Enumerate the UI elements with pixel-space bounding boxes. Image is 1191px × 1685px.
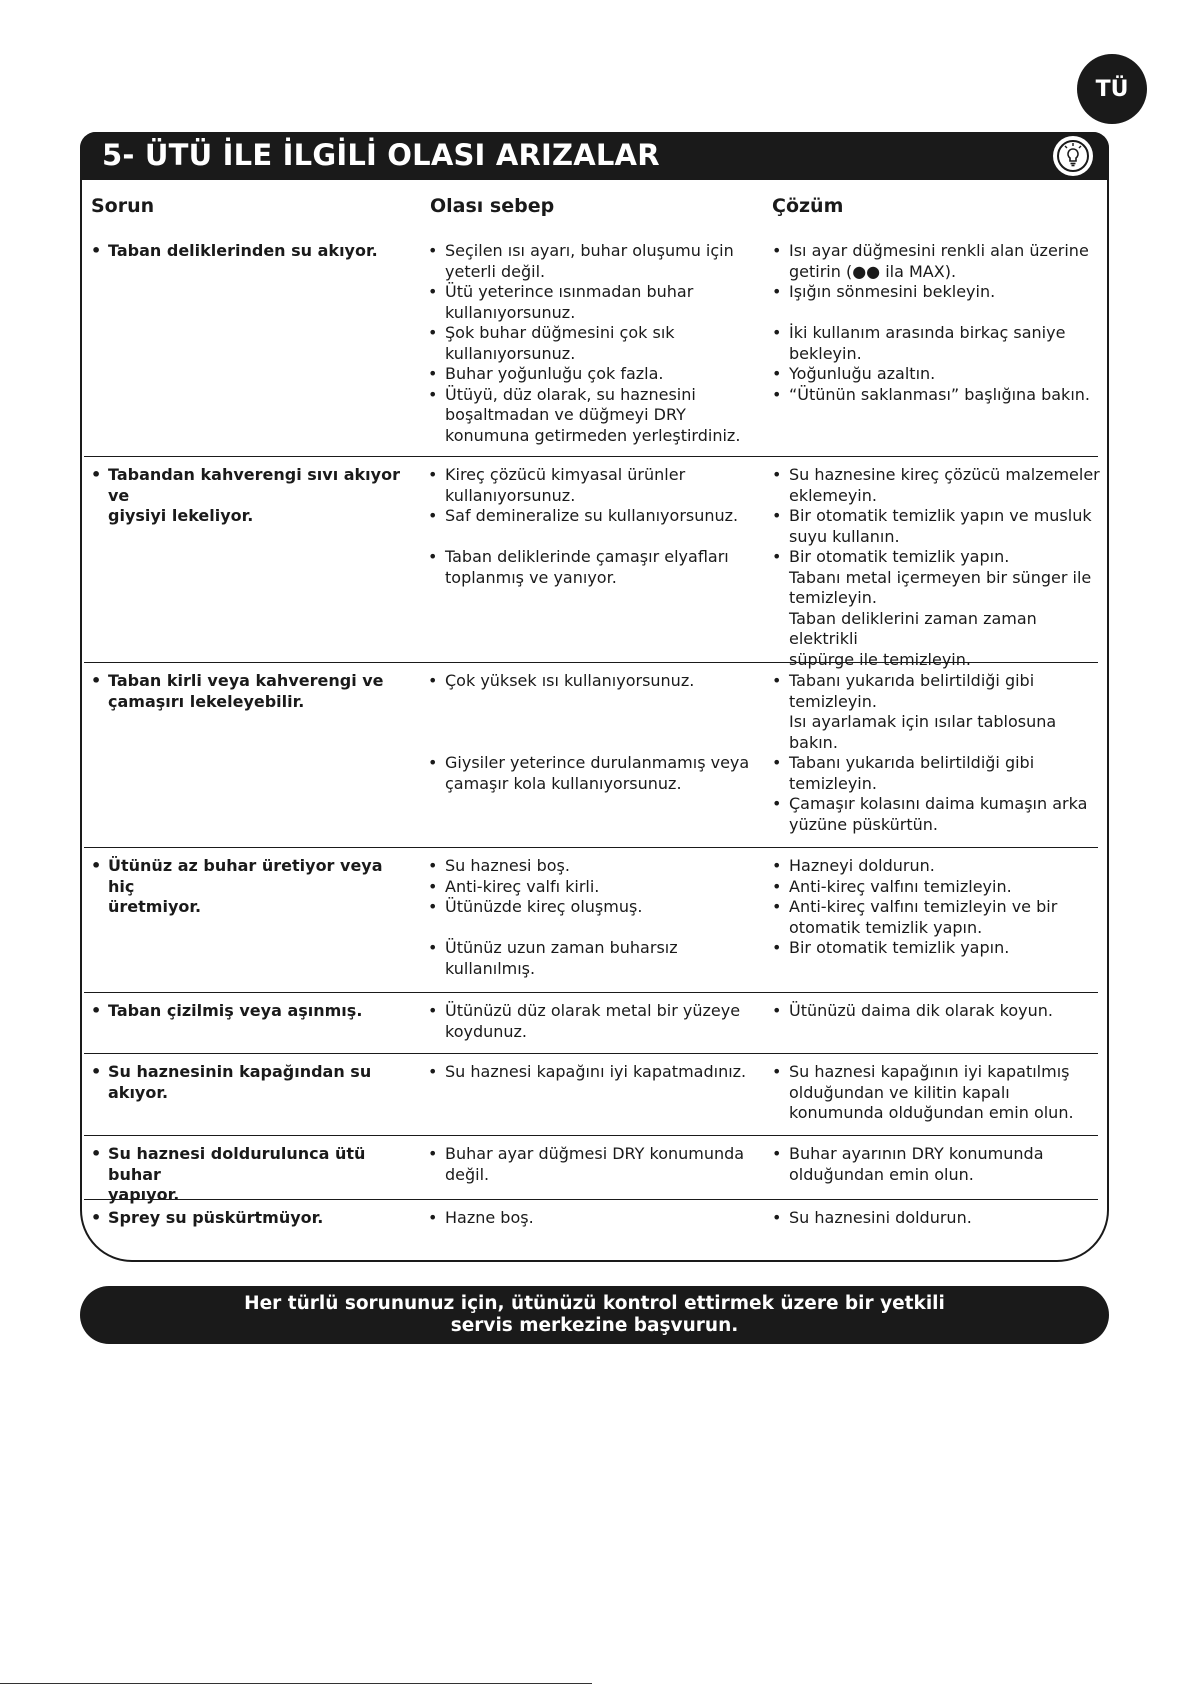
cause-item: • Çok yüksek ısı kullanıyorsunuz. <box>427 671 772 692</box>
language-code: TÜ <box>1095 76 1129 102</box>
problem-cell <box>90 1144 410 1206</box>
cause-item-cont: kullanıyorsunuz. <box>445 343 576 363</box>
table-row <box>84 233 1098 457</box>
cause-cell <box>427 671 772 794</box>
solution-item: • İki kullanım arasında birkaç saniye <box>771 323 1106 344</box>
problem-cell <box>90 671 410 712</box>
cause-item-cont: kullanılmış. <box>445 958 536 978</box>
cause-item: • Anti-kireç valfı kirli. <box>427 877 772 898</box>
cause-item: • Su haznesi kapağını iyi kapatmadınız. <box>427 1062 772 1083</box>
solution-cell <box>771 856 1106 959</box>
solution-cell <box>771 465 1106 670</box>
cause-item-cont: yeterli değil. <box>445 261 546 281</box>
solution-item-cont: Tabanı metal içermeyen bir sünger ile <box>789 567 1092 587</box>
lightbulb-icon <box>1053 136 1093 176</box>
solution-item: • Ütünüzü daima dik olarak koyun. <box>771 1001 1106 1022</box>
column-header-problem: Sorun <box>91 195 155 217</box>
cause-cell <box>427 241 772 446</box>
cause-item-cont: konumuna getirmeden yerleştirdiniz. <box>445 425 741 445</box>
solution-item: • Hazneyi doldurun. <box>771 856 1106 877</box>
solution-item-cont: olduğundan ve kilitin kapalı <box>789 1082 1010 1102</box>
cause-item: • Giysiler yeterince durulanmamış veya <box>427 753 772 774</box>
cause-item: • Saf demineralize su kullanıyorsunuz. <box>427 506 772 527</box>
solution-item-cont: konumunda olduğundan emin olun. <box>789 1103 1074 1122</box>
cause-cell <box>427 1062 772 1083</box>
table-row <box>84 663 1098 848</box>
problem-text: • Ütünüz az buhar üretiyor veya hiç <box>90 856 410 897</box>
service-notice-line1: Her türlü sorununuz için, ütünüzü kontrol ettirmek üzere bir yetkili <box>244 1293 945 1314</box>
solution-item: • Anti-kireç valfını temizleyin ve bir <box>771 897 1106 918</box>
solution-item-cont: temizleyin. <box>789 773 877 793</box>
solution-cell <box>771 1144 1106 1185</box>
cause-item-cont: toplanmış ve yanıyor. <box>445 567 617 587</box>
solution-item: • Bir otomatik temizlik yapın. <box>771 938 1106 959</box>
solution-item: • Bir otomatik temizlik yapın. <box>771 547 1106 568</box>
solution-cell <box>771 241 1106 405</box>
solution-item-cont: bakın. <box>789 732 838 752</box>
solution-item-cont: otomatik temizlik yapın. <box>789 917 983 937</box>
solution-item: • Buhar ayarının DRY konumunda <box>771 1144 1106 1165</box>
problem-text-cont: giysiyi lekeliyor. <box>108 506 254 525</box>
cause-item: • Buhar ayar düğmesi DRY konumunda <box>427 1144 772 1165</box>
service-notice-line2: servis merkezine başvurun. <box>450 1315 739 1336</box>
solution-item: • Isı ayar düğmesini renkli alan üzerine <box>771 241 1106 262</box>
cause-item: • Şok buhar düğmesini çok sık <box>427 323 772 344</box>
cause-cell <box>427 856 772 979</box>
solution-item: • Işığın sönmesini bekleyin. <box>771 282 1106 303</box>
cause-item: • Seçilen ısı ayarı, buhar oluşumu için <box>427 241 772 262</box>
cause-item: • Ütünüz uzun zaman buharsız <box>427 938 772 959</box>
cause-item: • Ütü yeterince ısınmadan buhar <box>427 282 772 303</box>
cause-item: • Su haznesi boş. <box>427 856 772 877</box>
cause-cell <box>427 1144 772 1185</box>
section-title: 5- ÜTÜ İLE İLGİLİ OLASI ARIZALAR <box>102 138 660 172</box>
table-row <box>84 993 1098 1054</box>
language-badge <box>1077 54 1147 124</box>
problem-cell <box>90 1062 410 1103</box>
solution-item-cont: yüzüne püskürtün. <box>789 814 938 834</box>
page-bottom-rule <box>0 1683 592 1684</box>
problem-text-cont: üretmiyor. <box>108 897 202 916</box>
solution-item: • Tabanı yukarıda belirtildiği gibi <box>771 753 1106 774</box>
table-row <box>84 1136 1098 1204</box>
problem-text: • Tabandan kahverengi sıvı akıyor ve <box>90 465 410 506</box>
column-header-cause: Olası sebep <box>430 195 555 217</box>
solution-item-cont: temizleyin. <box>789 691 877 711</box>
problem-text: • Taban çizilmiş veya aşınmış. <box>90 1001 410 1022</box>
problem-text: • Taban kirli veya kahverengi ve <box>90 671 410 692</box>
cause-item: • Ütünüzü düz olarak metal bir yüzeye <box>427 1001 772 1022</box>
solution-cell <box>771 671 1106 835</box>
solution-item: • Bir otomatik temizlik yapın ve musluk <box>771 506 1106 527</box>
solution-item: • Tabanı yukarıda belirtildiği gibi <box>771 671 1106 692</box>
solution-item-cont: bekleyin. <box>789 343 862 363</box>
table-row <box>84 457 1100 669</box>
section-title-bar <box>80 132 1109 180</box>
solution-cell <box>771 1001 1106 1022</box>
problem-cell <box>90 465 410 527</box>
solution-item: • Su haznesi kapağının iyi kapatılmış <box>771 1062 1106 1083</box>
solution-item-cont: süpürge ile temizleyin. <box>789 649 971 669</box>
cause-item: • Taban deliklerinde çamaşır elyafları <box>427 547 772 568</box>
troubleshooting-table <box>84 233 1098 1240</box>
problem-text: • Taban deliklerinden su akıyor. <box>90 241 410 262</box>
solution-item-cont: getirin (●● ila MAX). <box>789 261 957 281</box>
solution-cell <box>771 1062 1106 1124</box>
solution-item-cont: Taban deliklerini zaman zaman elektrikli <box>789 608 1037 648</box>
problem-text: • Sprey su püskürtmüyor. <box>90 1208 410 1229</box>
solution-item: • Su haznesine kireç çözücü malzemeler <box>771 465 1106 486</box>
cause-item: • Buhar yoğunluğu çok fazla. <box>427 364 772 385</box>
cause-cell <box>427 465 772 588</box>
service-notice-banner <box>80 1286 1109 1344</box>
solution-item: • “Ütünün saklanması” başlığına bakın. <box>771 385 1106 406</box>
problem-text: • Su haznesi doldurulunca ütü buhar <box>90 1144 410 1185</box>
cause-item-cont: çamaşır kola kullanıyorsunuz. <box>445 773 682 793</box>
solution-cell <box>771 1208 1106 1229</box>
cause-item-cont: değil. <box>445 1164 490 1184</box>
solution-item-cont: Isı ayarlamak için ısılar tablosuna <box>789 712 1057 731</box>
cause-cell <box>427 1001 772 1042</box>
cause-item-cont: boşaltmadan ve düğmeyi DRY <box>445 405 686 424</box>
solution-item-cont: olduğundan emin olun. <box>789 1164 974 1184</box>
solution-item-cont: eklemeyin. <box>789 485 877 505</box>
cause-item: • Kireç çözücü kimyasal ürünler <box>427 465 772 486</box>
solution-item: • Yoğunluğu azaltın. <box>771 364 1106 385</box>
problem-cell <box>90 1001 410 1022</box>
table-row <box>84 1200 1098 1240</box>
cause-cell <box>427 1208 772 1229</box>
problem-cell <box>90 1208 410 1229</box>
solution-item: • Çamaşır kolasını daima kumaşın arka <box>771 794 1106 815</box>
problem-cell <box>90 856 410 918</box>
problem-cell <box>90 241 410 262</box>
table-row <box>84 1054 1098 1136</box>
cause-item-cont: kullanıyorsunuz. <box>445 302 576 322</box>
cause-item: • Ütüyü, düz olarak, su haznesini <box>427 385 772 406</box>
cause-item-cont: kullanıyorsunuz. <box>445 485 576 505</box>
solution-item: • Su haznesini doldurun. <box>771 1208 1106 1229</box>
solution-item-cont: suyu kullanın. <box>789 526 900 546</box>
table-row <box>84 848 1098 993</box>
solution-item: • Anti-kireç valfını temizleyin. <box>771 877 1106 898</box>
problem-text-cont: yapıyor. <box>108 1185 180 1204</box>
column-header-solution: Çözüm <box>772 195 844 217</box>
solution-item-cont: temizleyin. <box>789 588 877 607</box>
cause-item-cont: koydunuz. <box>445 1021 528 1041</box>
cause-item: • Ütünüzde kireç oluşmuş. <box>427 897 772 918</box>
cause-item: • Hazne boş. <box>427 1208 772 1229</box>
problem-text: • Su haznesinin kapağından su akıyor. <box>90 1062 410 1103</box>
problem-text-cont: çamaşırı lekeleyebilir. <box>108 691 305 711</box>
